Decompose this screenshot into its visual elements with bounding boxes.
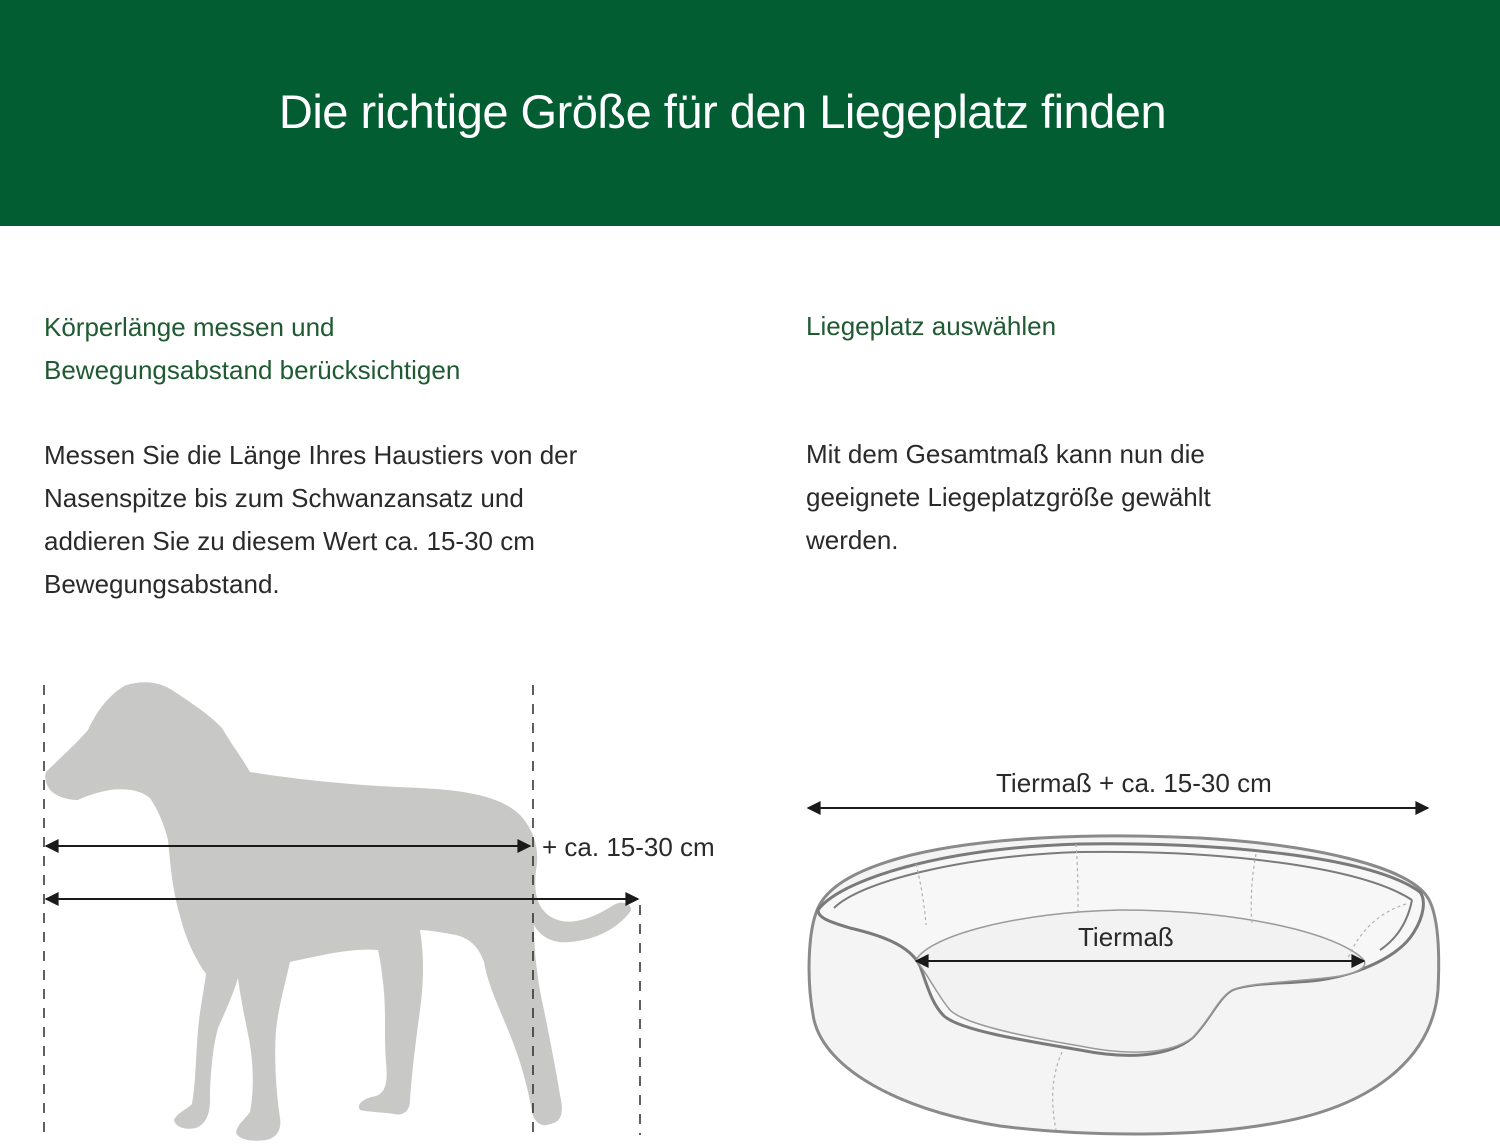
dog-silhouette-icon xyxy=(45,682,631,1141)
right-heading-line: Liegeplatz auswählen xyxy=(806,311,1057,341)
left-heading-line: Körperlänge messen und xyxy=(44,312,335,342)
left-body-line: Nasenspitze bis zum Schwanzansatz und xyxy=(44,483,524,513)
left-heading-line: Bewegungsabstand berücksichtigen xyxy=(44,355,461,385)
right-body-line: geeignete Liegeplatzgröße gewählt xyxy=(806,482,1211,512)
bed-total-label: Tiermaß + ca. 15-30 cm xyxy=(996,768,1272,798)
bed-inner-label: Tiermaß xyxy=(1078,922,1174,952)
left-body-line: addieren Sie zu diesem Wert ca. 15-30 cm xyxy=(44,526,535,556)
right-body-line: Mit dem Gesamtmaß kann nun die xyxy=(806,439,1205,469)
right-body-line: werden. xyxy=(806,525,899,555)
extra-space-label: + ca. 15-30 cm xyxy=(542,832,715,862)
dog-figure xyxy=(44,682,715,1141)
left-body-line: Bewegungsabstand. xyxy=(44,569,280,599)
page-title: Die richtige Größe für den Liegeplatz finden xyxy=(278,85,1167,138)
dog-bed-icon xyxy=(808,768,1439,1134)
left-body-line: Messen Sie die Länge Ihres Haustiers von der xyxy=(44,440,578,470)
